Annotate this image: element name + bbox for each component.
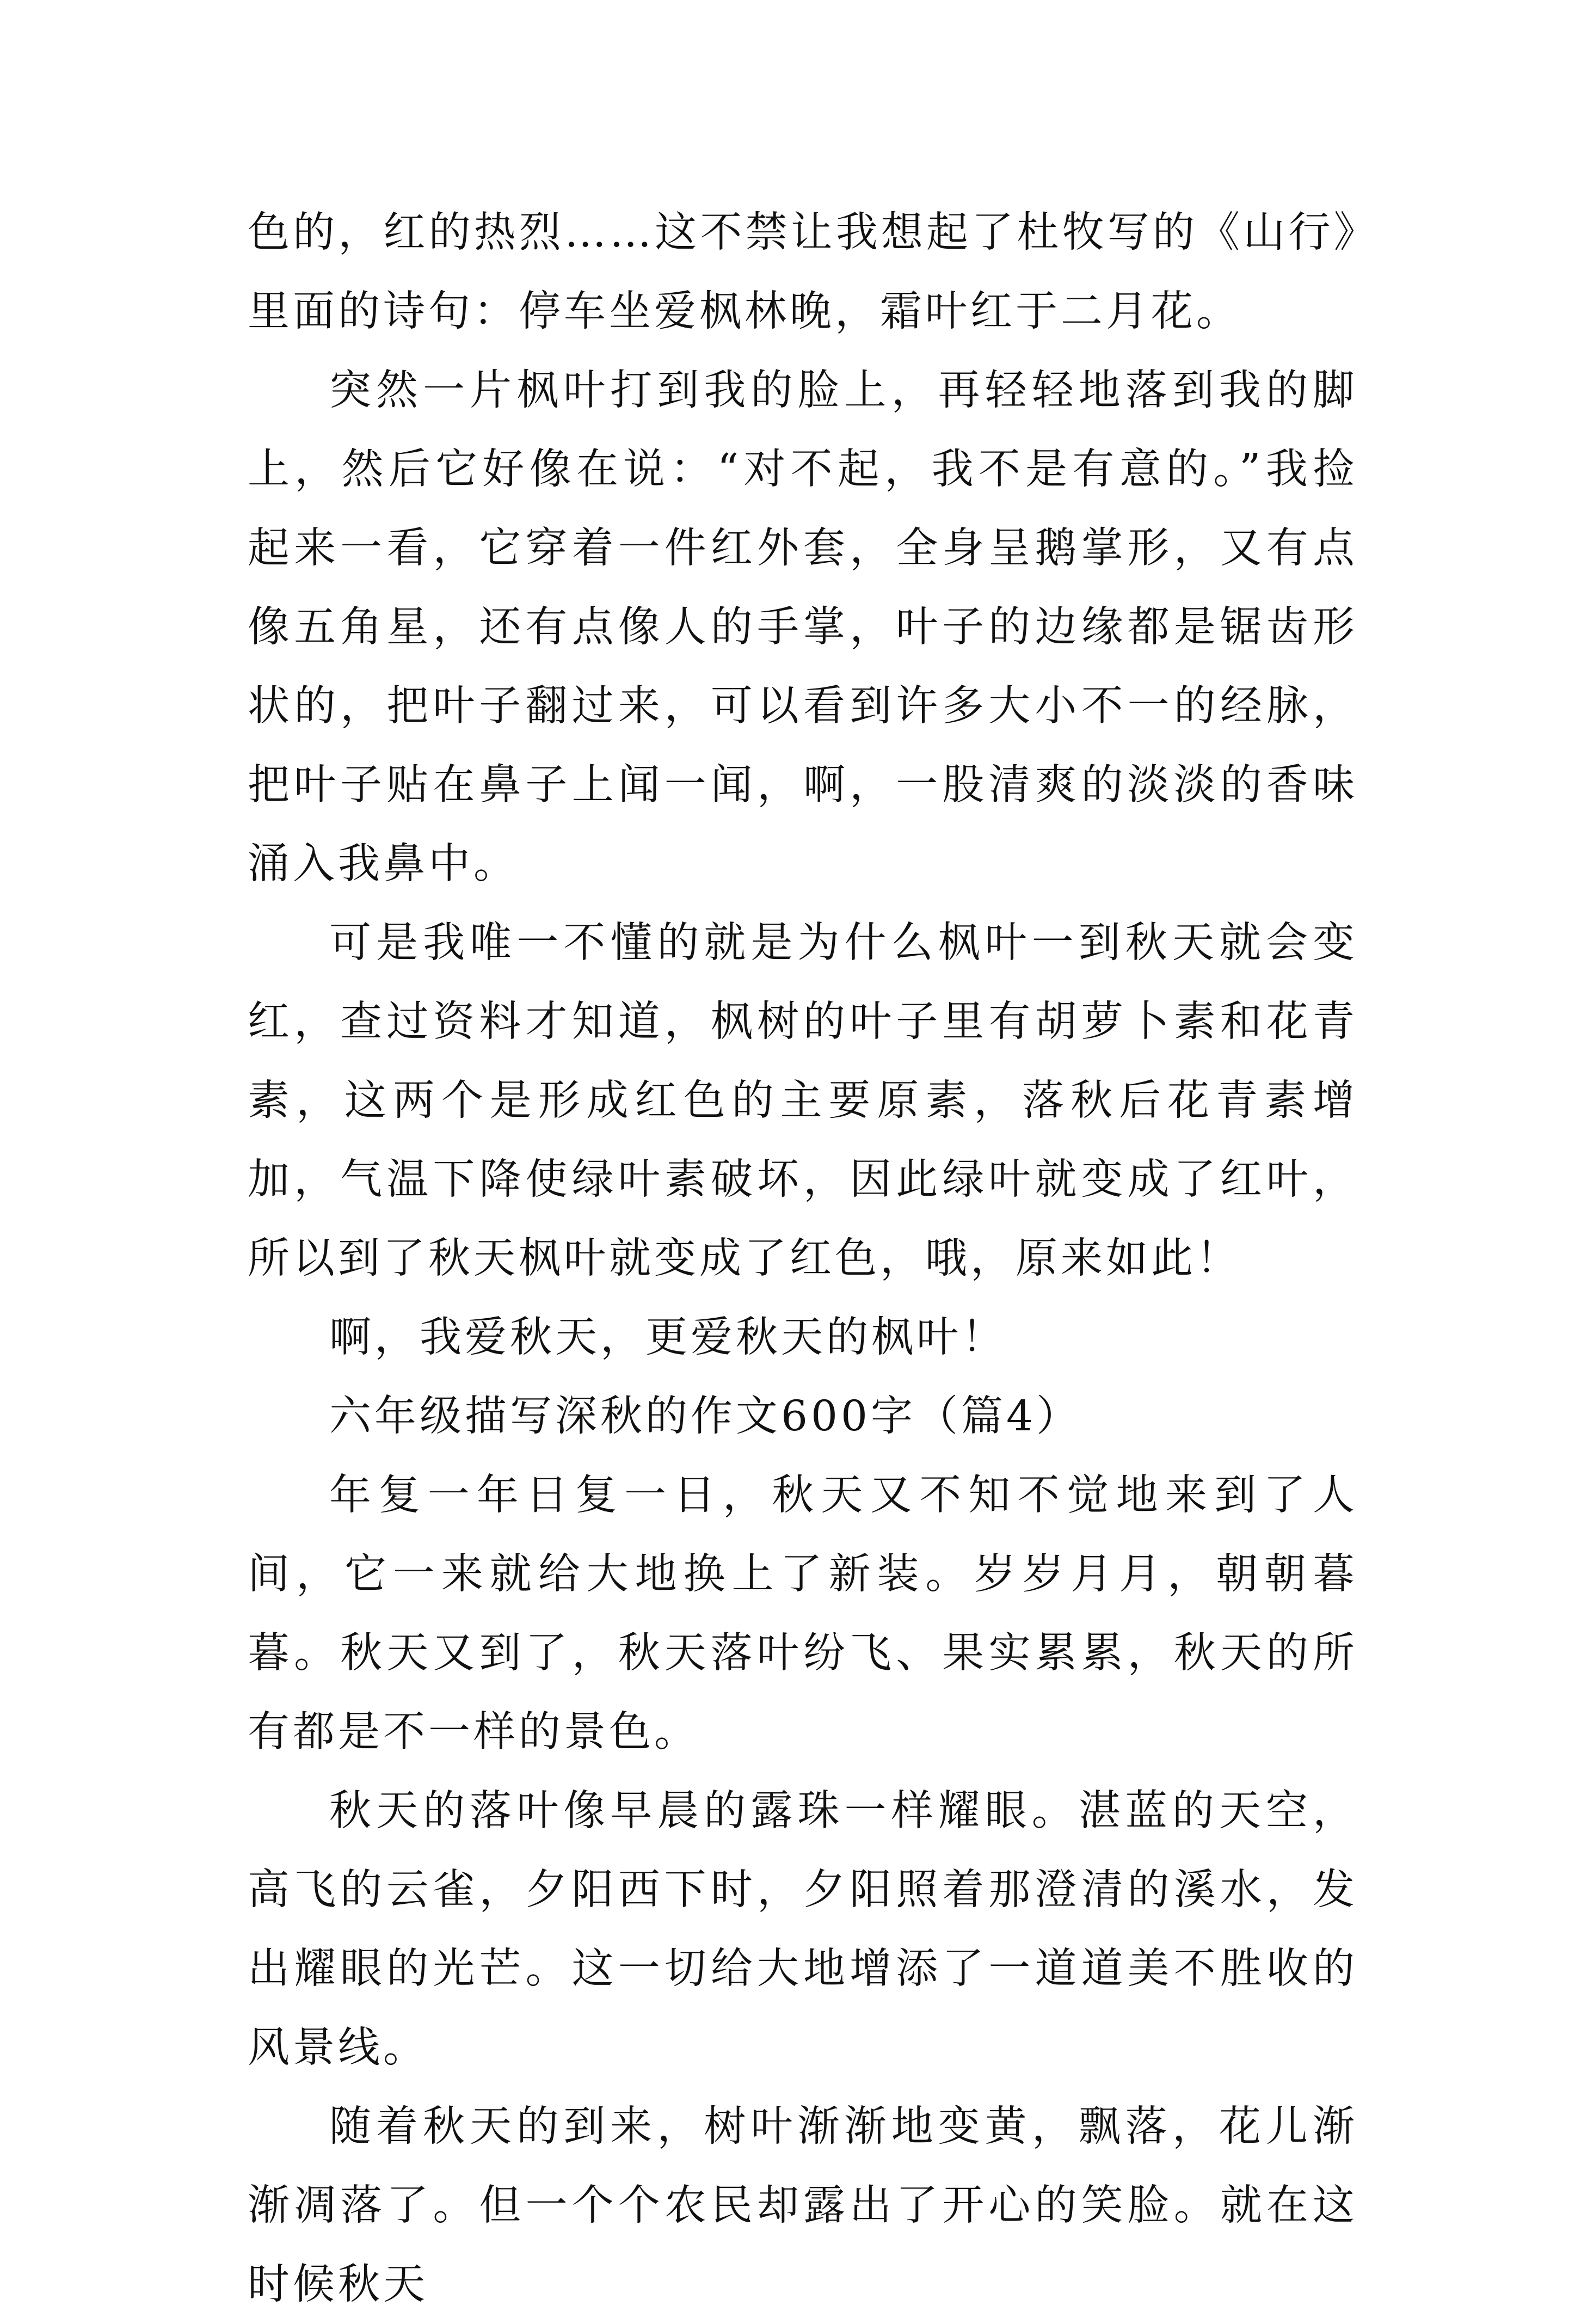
paragraph-autumn-arrives: 年复一年日复一日，秋天又不知不觉地来到了人间，它一来就给大地换上了新装。岁岁月月，朝朝暮暮。秋天又到了，秋天落叶纷飞、果实累累，秋天的所有都是不一样的景色。 (248, 1471, 1358, 1756)
body-text (248, 193, 1358, 2324)
paragraph-farmers: 随着秋天的到来，树叶渐渐地变黄，飘落，花儿渐渐凋落了。但一个个农民却露出了开心的笑脸。就在这时候秋天 (248, 2102, 1358, 2309)
essay-heading: 六年级描写深秋的作文600字（篇4） (329, 1392, 1081, 1441)
paragraph-love-autumn: 啊，我爱秋天，更爱秋天的枫叶！ (329, 1313, 1007, 1362)
paragraph-falling-leaves: 秋天的落叶像早晨的露珠一样耀眼。湛蓝的天空，高飞的云雀，夕阳西下时，夕阳照着那澄清的溪水，发出耀眼的光芒。这一切给大地增添了一道道美不胜收的风景线。 (248, 1787, 1358, 2072)
paragraph-maple-leaf: 突然一片枫叶打到我的脸上，再轻轻地落到我的脚上，然后它好像在说：“对不起，我不是有意的。”我捡起来一看，它穿着一件红外套，全身呈鹅掌形，又有点像五角星，还有点像人的手掌，叶子的边缘都是锯齿形状的，把叶子翻过来，可以看到许多大小不一的经脉，把叶子贴在鼻子上闻一闻，啊，一股清爽的淡淡的香味涌入我鼻中。 (248, 366, 1358, 888)
paragraph-continuation: 色的，红的热烈……这不禁让我想起了杜牧写的《山行》里面的诗句：停车坐爱枫林晚，霜叶红于二月花。 (248, 208, 1358, 336)
paragraph-why-red: 可是我唯一不懂的就是为什么枫叶一到秋天就会变红，查过资料才知道，枫树的叶子里有胡萝卜素和花青素，这两个是形成红色的主要原素，落秋后花青素增加，气温下降使绿叶素破坏，因此绿叶就变成了红叶，所以到了秋天枫叶就变成了红色，哦，原来如此！ (248, 919, 1358, 1283)
